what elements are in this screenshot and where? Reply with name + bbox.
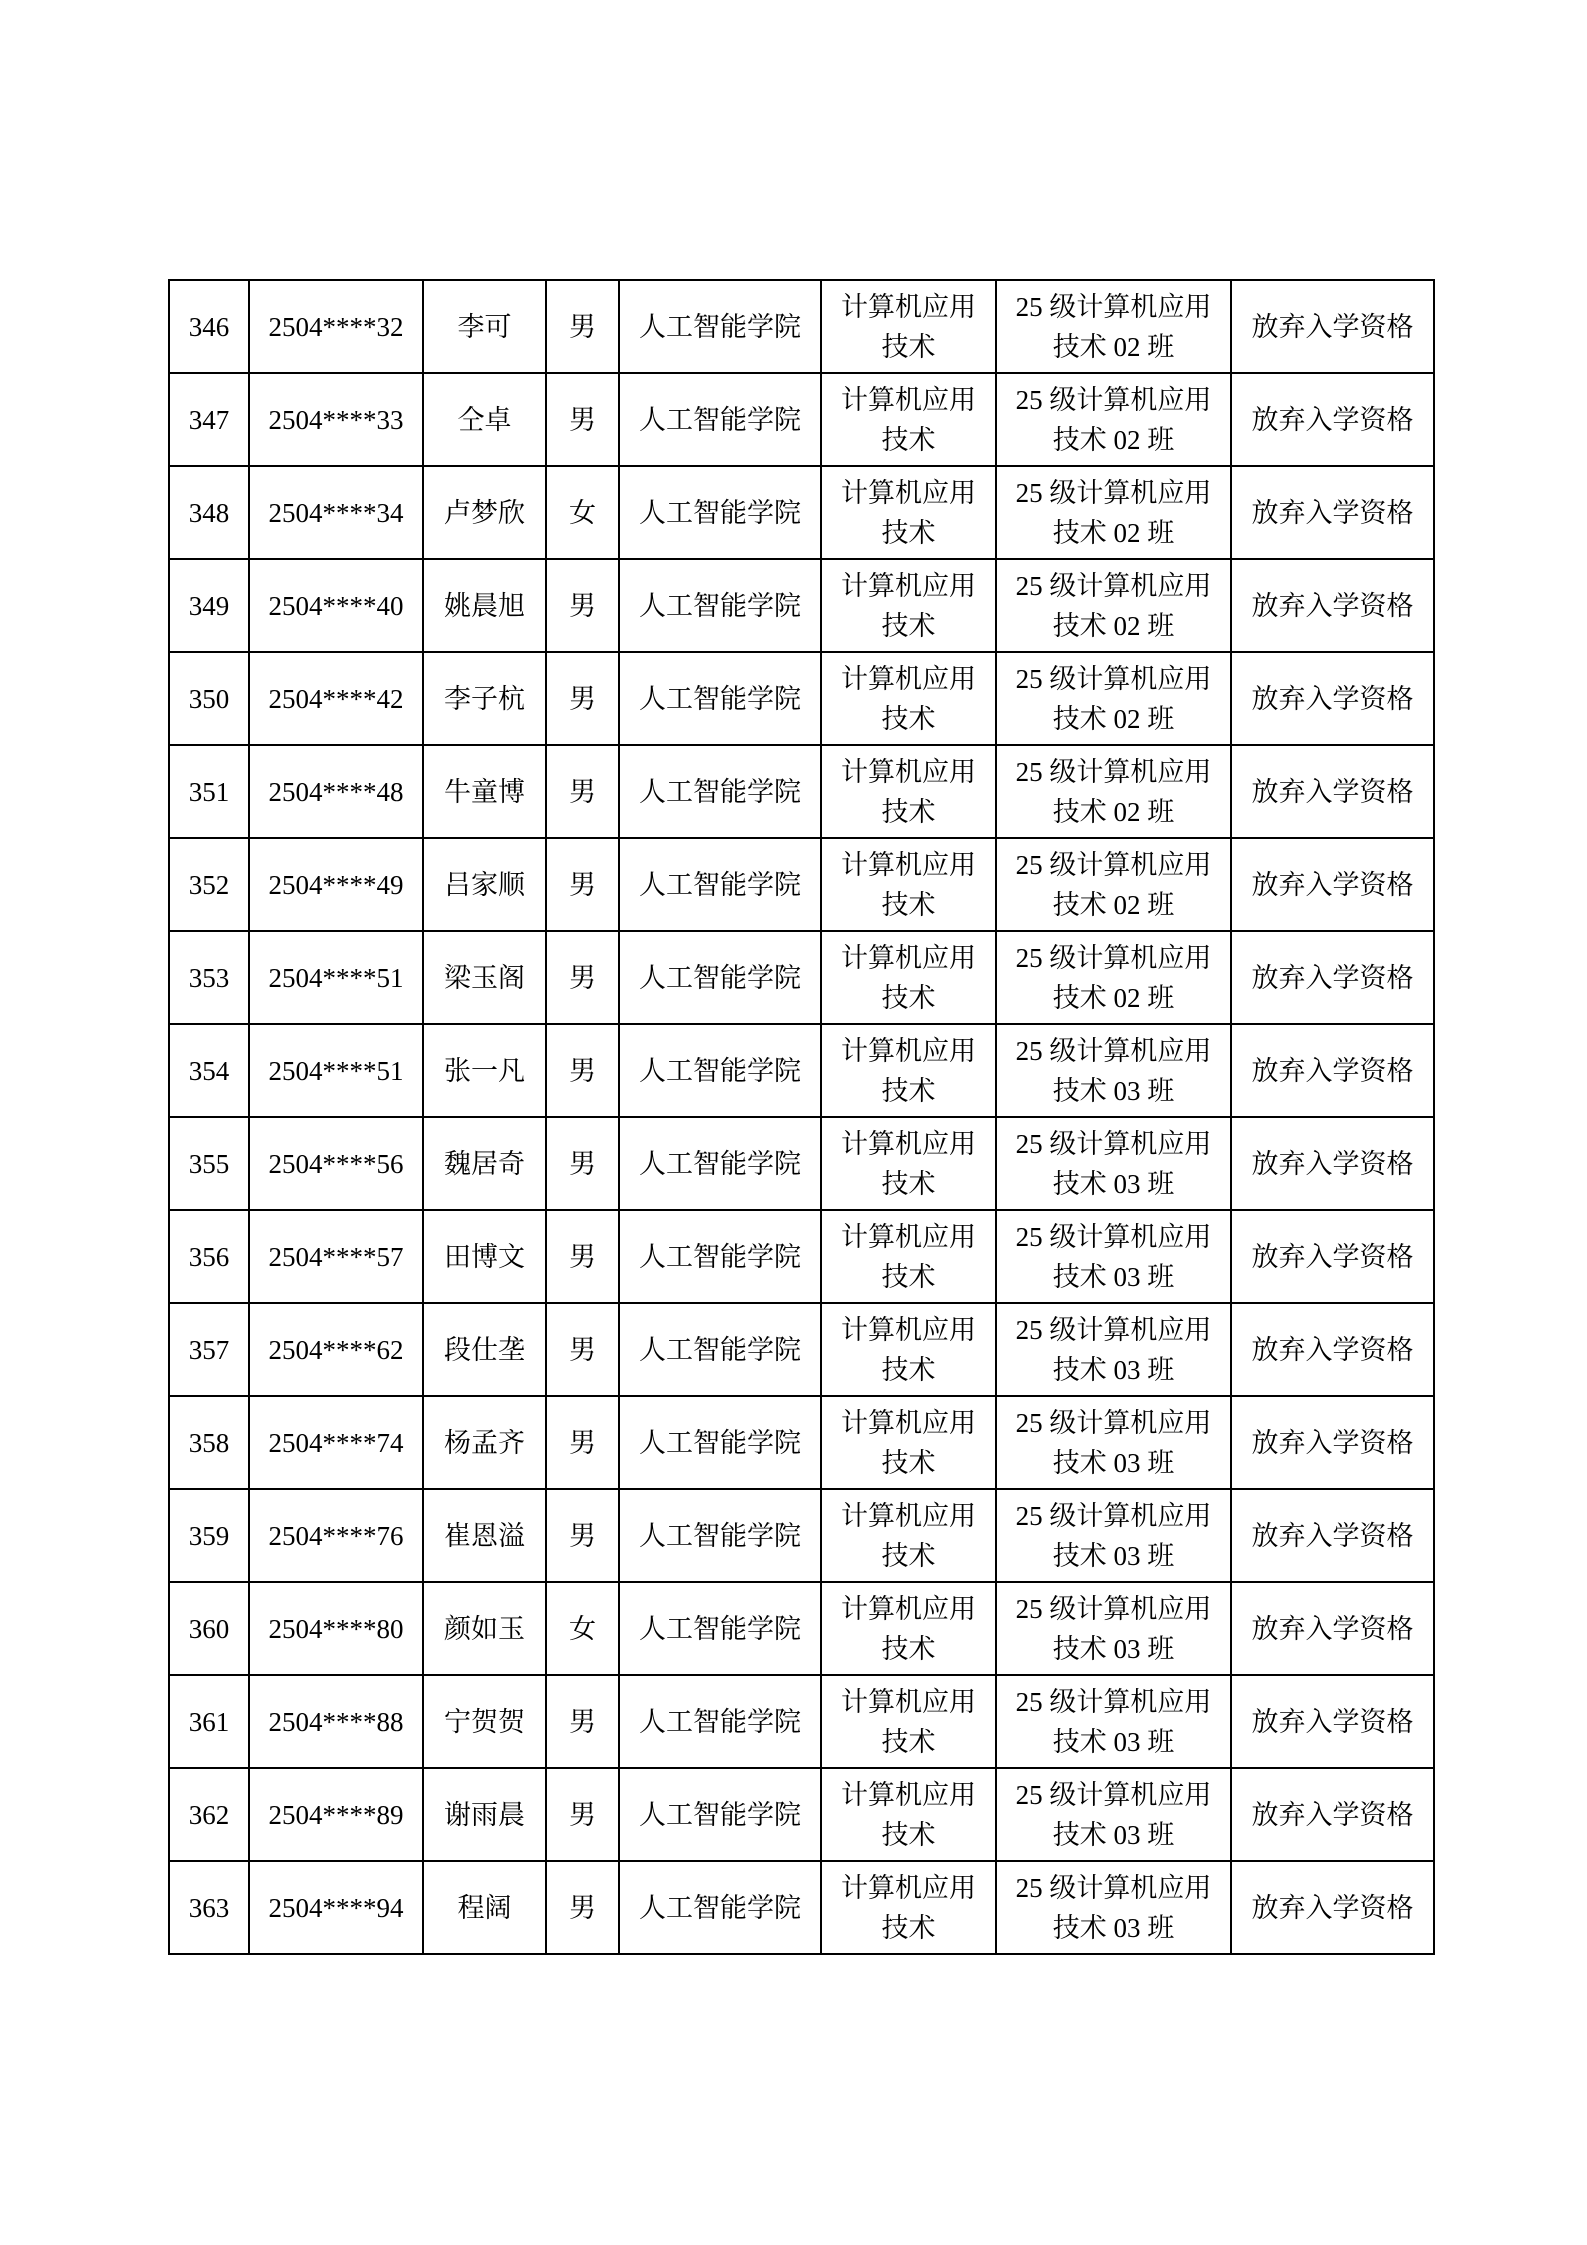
text-line: 技术	[881, 1819, 936, 1850]
text-line: 计算机应用	[841, 570, 976, 601]
cell-class-name	[996, 466, 1231, 559]
cell-gender: 男	[546, 559, 619, 652]
cell-college: 人工智能学院	[619, 466, 821, 559]
cell-class-name	[996, 1396, 1231, 1489]
cell-class-name	[996, 1861, 1231, 1954]
text-line: 计算机应用	[841, 1686, 976, 1717]
cell-college: 人工智能学院	[619, 931, 821, 1024]
cell-name: 颜如玉	[423, 1582, 546, 1675]
text-line: 技术 02 班	[1052, 517, 1175, 548]
cell-serial: 355	[169, 1117, 249, 1210]
text-line: 技术	[881, 331, 936, 362]
cell-status: 放弃入学资格	[1231, 1489, 1434, 1582]
cell-gender: 男	[546, 1303, 619, 1396]
cell-student-id: 2504****56	[249, 1117, 423, 1210]
text-line: 技术 03 班	[1052, 1540, 1175, 1571]
cell-class-name	[996, 931, 1231, 1024]
cell-college: 人工智能学院	[619, 1396, 821, 1489]
cell-college: 人工智能学院	[619, 1768, 821, 1861]
text-line: 25 级计算机应用	[1015, 1779, 1212, 1810]
cell-gender: 男	[546, 1675, 619, 1768]
text-line: 25 级计算机应用	[1015, 1221, 1212, 1252]
text-line: 技术	[881, 1912, 936, 1943]
table-row	[169, 1861, 1434, 1954]
text-line: 技术	[881, 982, 936, 1013]
cell-name: 姚晨旭	[423, 559, 546, 652]
cell-status: 放弃入学资格	[1231, 559, 1434, 652]
table-row	[169, 373, 1434, 466]
cell-class-name	[996, 280, 1231, 373]
text-line: 技术 02 班	[1052, 982, 1175, 1013]
text-line: 25 级计算机应用	[1015, 1593, 1212, 1624]
cell-status: 放弃入学资格	[1231, 1396, 1434, 1489]
cell-gender: 男	[546, 1210, 619, 1303]
text-line: 计算机应用	[841, 756, 976, 787]
cell-major	[821, 1675, 996, 1768]
cell-gender: 男	[546, 1396, 619, 1489]
text-line: 25 级计算机应用	[1015, 942, 1212, 973]
cell-gender: 男	[546, 745, 619, 838]
text-line: 25 级计算机应用	[1015, 1407, 1212, 1438]
table-row	[169, 838, 1434, 931]
cell-gender: 男	[546, 373, 619, 466]
cell-major	[821, 559, 996, 652]
cell-student-id: 2504****94	[249, 1861, 423, 1954]
cell-student-id: 2504****74	[249, 1396, 423, 1489]
cell-major	[821, 745, 996, 838]
cell-gender: 男	[546, 280, 619, 373]
text-line: 计算机应用	[841, 1128, 976, 1159]
cell-college: 人工智能学院	[619, 1675, 821, 1768]
text-line: 计算机应用	[841, 1221, 976, 1252]
cell-college: 人工智能学院	[619, 1303, 821, 1396]
cell-college: 人工智能学院	[619, 373, 821, 466]
cell-gender: 男	[546, 931, 619, 1024]
cell-class-name	[996, 745, 1231, 838]
cell-serial: 346	[169, 280, 249, 373]
cell-serial: 353	[169, 931, 249, 1024]
cell-status: 放弃入学资格	[1231, 1675, 1434, 1768]
text-line: 技术	[881, 1261, 936, 1292]
cell-student-id: 2504****76	[249, 1489, 423, 1582]
cell-class-name	[996, 838, 1231, 931]
text-line: 技术 02 班	[1052, 796, 1175, 827]
table-row	[169, 652, 1434, 745]
table-row	[169, 280, 1434, 373]
cell-gender: 女	[546, 1582, 619, 1675]
cell-student-id: 2504****49	[249, 838, 423, 931]
cell-serial: 350	[169, 652, 249, 745]
cell-class-name	[996, 1582, 1231, 1675]
text-line: 技术 03 班	[1052, 1726, 1175, 1757]
text-line: 技术	[881, 1354, 936, 1385]
text-line: 技术	[881, 796, 936, 827]
cell-major	[821, 1768, 996, 1861]
cell-college: 人工智能学院	[619, 1582, 821, 1675]
cell-student-id: 2504****62	[249, 1303, 423, 1396]
cell-major	[821, 838, 996, 931]
text-line: 技术	[881, 517, 936, 548]
cell-name: 谢雨晨	[423, 1768, 546, 1861]
text-line: 计算机应用	[841, 1593, 976, 1624]
table-row	[169, 466, 1434, 559]
cell-college: 人工智能学院	[619, 1489, 821, 1582]
cell-serial: 357	[169, 1303, 249, 1396]
cell-major	[821, 466, 996, 559]
cell-class-name	[996, 652, 1231, 745]
cell-major	[821, 1582, 996, 1675]
cell-name: 李可	[423, 280, 546, 373]
cell-status: 放弃入学资格	[1231, 1303, 1434, 1396]
cell-name: 仝卓	[423, 373, 546, 466]
text-line: 25 级计算机应用	[1015, 849, 1212, 880]
cell-gender: 男	[546, 1768, 619, 1861]
cell-gender: 女	[546, 466, 619, 559]
text-line: 计算机应用	[841, 1779, 976, 1810]
text-line: 25 级计算机应用	[1015, 1872, 1212, 1903]
cell-class-name	[996, 1768, 1231, 1861]
cell-status: 放弃入学资格	[1231, 466, 1434, 559]
text-line: 技术 02 班	[1052, 331, 1175, 362]
cell-major	[821, 652, 996, 745]
text-line: 计算机应用	[841, 663, 976, 694]
cell-status: 放弃入学资格	[1231, 838, 1434, 931]
cell-name: 宁贺贺	[423, 1675, 546, 1768]
cell-status: 放弃入学资格	[1231, 652, 1434, 745]
text-line: 25 级计算机应用	[1015, 291, 1212, 322]
cell-major	[821, 280, 996, 373]
table-row	[169, 1768, 1434, 1861]
cell-major	[821, 931, 996, 1024]
text-line: 计算机应用	[841, 384, 976, 415]
cell-major	[821, 1303, 996, 1396]
text-line: 计算机应用	[841, 942, 976, 973]
text-line: 25 级计算机应用	[1015, 1686, 1212, 1717]
text-line: 技术	[881, 1168, 936, 1199]
cell-student-id: 2504****34	[249, 466, 423, 559]
cell-status: 放弃入学资格	[1231, 745, 1434, 838]
text-line: 技术 02 班	[1052, 610, 1175, 641]
cell-name: 程阔	[423, 1861, 546, 1954]
text-line: 技术 03 班	[1052, 1168, 1175, 1199]
cell-name: 李子杭	[423, 652, 546, 745]
cell-status: 放弃入学资格	[1231, 280, 1434, 373]
cell-class-name	[996, 1024, 1231, 1117]
cell-student-id: 2504****88	[249, 1675, 423, 1768]
cell-class-name	[996, 1489, 1231, 1582]
table-row	[169, 1210, 1434, 1303]
cell-student-id: 2504****40	[249, 559, 423, 652]
text-line: 25 级计算机应用	[1015, 1314, 1212, 1345]
text-line: 计算机应用	[841, 1872, 976, 1903]
text-line: 计算机应用	[841, 1314, 976, 1345]
text-line: 技术 03 班	[1052, 1633, 1175, 1664]
text-line: 技术	[881, 610, 936, 641]
cell-student-id: 2504****89	[249, 1768, 423, 1861]
cell-college: 人工智能学院	[619, 280, 821, 373]
cell-college: 人工智能学院	[619, 838, 821, 931]
table-row	[169, 1117, 1434, 1210]
text-line: 计算机应用	[841, 1500, 976, 1531]
text-line: 计算机应用	[841, 291, 976, 322]
cell-class-name	[996, 1210, 1231, 1303]
cell-gender: 男	[546, 1861, 619, 1954]
text-line: 技术	[881, 703, 936, 734]
cell-serial: 361	[169, 1675, 249, 1768]
table-row	[169, 1489, 1434, 1582]
table-row	[169, 559, 1434, 652]
cell-serial: 351	[169, 745, 249, 838]
text-line: 技术	[881, 1447, 936, 1478]
cell-name: 牛童博	[423, 745, 546, 838]
cell-name: 崔恩溢	[423, 1489, 546, 1582]
cell-student-id: 2504****80	[249, 1582, 423, 1675]
text-line: 25 级计算机应用	[1015, 477, 1212, 508]
cell-student-id: 2504****57	[249, 1210, 423, 1303]
cell-serial: 356	[169, 1210, 249, 1303]
text-line: 技术 03 班	[1052, 1447, 1175, 1478]
cell-status: 放弃入学资格	[1231, 373, 1434, 466]
cell-status: 放弃入学资格	[1231, 1210, 1434, 1303]
cell-status: 放弃入学资格	[1231, 1861, 1434, 1954]
cell-gender: 男	[546, 1489, 619, 1582]
cell-name: 魏居奇	[423, 1117, 546, 1210]
cell-class-name	[996, 1117, 1231, 1210]
text-line: 计算机应用	[841, 1035, 976, 1066]
table-row	[169, 1675, 1434, 1768]
text-line: 技术 02 班	[1052, 703, 1175, 734]
cell-major	[821, 1210, 996, 1303]
cell-status: 放弃入学资格	[1231, 1768, 1434, 1861]
cell-college: 人工智能学院	[619, 745, 821, 838]
cell-college: 人工智能学院	[619, 1024, 821, 1117]
cell-class-name	[996, 1303, 1231, 1396]
table-row	[169, 1396, 1434, 1489]
text-line: 技术 03 班	[1052, 1261, 1175, 1292]
table-row	[169, 1303, 1434, 1396]
text-line: 技术 03 班	[1052, 1819, 1175, 1850]
cell-name: 张一凡	[423, 1024, 546, 1117]
cell-name: 梁玉阁	[423, 931, 546, 1024]
text-line: 技术	[881, 889, 936, 920]
text-line: 25 级计算机应用	[1015, 1035, 1212, 1066]
student-roster-table	[168, 279, 1435, 1955]
cell-student-id: 2504****32	[249, 280, 423, 373]
cell-college: 人工智能学院	[619, 1210, 821, 1303]
text-line: 计算机应用	[841, 1407, 976, 1438]
cell-name: 卢梦欣	[423, 466, 546, 559]
cell-gender: 男	[546, 1024, 619, 1117]
text-line: 25 级计算机应用	[1015, 570, 1212, 601]
cell-serial: 349	[169, 559, 249, 652]
text-line: 技术	[881, 1726, 936, 1757]
cell-name: 段仕垄	[423, 1303, 546, 1396]
table-row	[169, 1582, 1434, 1675]
cell-serial: 354	[169, 1024, 249, 1117]
cell-major	[821, 1861, 996, 1954]
table-row	[169, 745, 1434, 838]
cell-serial: 360	[169, 1582, 249, 1675]
cell-major	[821, 1489, 996, 1582]
cell-student-id: 2504****51	[249, 1024, 423, 1117]
cell-gender: 男	[546, 652, 619, 745]
text-line: 技术	[881, 424, 936, 455]
cell-student-id: 2504****33	[249, 373, 423, 466]
cell-serial: 348	[169, 466, 249, 559]
cell-class-name	[996, 559, 1231, 652]
text-line: 技术 03 班	[1052, 1912, 1175, 1943]
cell-serial: 363	[169, 1861, 249, 1954]
cell-college: 人工智能学院	[619, 652, 821, 745]
cell-class-name	[996, 1675, 1231, 1768]
text-line: 技术 03 班	[1052, 1354, 1175, 1385]
cell-status: 放弃入学资格	[1231, 1117, 1434, 1210]
cell-serial: 352	[169, 838, 249, 931]
cell-status: 放弃入学资格	[1231, 931, 1434, 1024]
text-line: 技术	[881, 1540, 936, 1571]
text-line: 技术	[881, 1633, 936, 1664]
text-line: 25 级计算机应用	[1015, 756, 1212, 787]
text-line: 25 级计算机应用	[1015, 1500, 1212, 1531]
cell-name: 田博文	[423, 1210, 546, 1303]
cell-class-name	[996, 373, 1231, 466]
cell-serial: 362	[169, 1768, 249, 1861]
cell-status: 放弃入学资格	[1231, 1024, 1434, 1117]
cell-name: 杨孟齐	[423, 1396, 546, 1489]
cell-gender: 男	[546, 838, 619, 931]
cell-gender: 男	[546, 1117, 619, 1210]
text-line: 计算机应用	[841, 477, 976, 508]
cell-student-id: 2504****51	[249, 931, 423, 1024]
cell-college: 人工智能学院	[619, 1861, 821, 1954]
text-line: 25 级计算机应用	[1015, 384, 1212, 415]
text-line: 计算机应用	[841, 849, 976, 880]
cell-college: 人工智能学院	[619, 1117, 821, 1210]
cell-student-id: 2504****42	[249, 652, 423, 745]
text-line: 技术	[881, 1075, 936, 1106]
cell-college: 人工智能学院	[619, 559, 821, 652]
table-row	[169, 931, 1434, 1024]
text-line: 技术 03 班	[1052, 1075, 1175, 1106]
cell-major	[821, 1024, 996, 1117]
text-line: 25 级计算机应用	[1015, 663, 1212, 694]
cell-serial: 359	[169, 1489, 249, 1582]
text-line: 技术 02 班	[1052, 424, 1175, 455]
cell-serial: 358	[169, 1396, 249, 1489]
cell-major	[821, 373, 996, 466]
text-line: 25 级计算机应用	[1015, 1128, 1212, 1159]
cell-name: 吕家顺	[423, 838, 546, 931]
text-line: 技术 02 班	[1052, 889, 1175, 920]
cell-status: 放弃入学资格	[1231, 1582, 1434, 1675]
table-row	[169, 1024, 1434, 1117]
cell-major	[821, 1117, 996, 1210]
cell-student-id: 2504****48	[249, 745, 423, 838]
cell-major	[821, 1396, 996, 1489]
cell-serial: 347	[169, 373, 249, 466]
